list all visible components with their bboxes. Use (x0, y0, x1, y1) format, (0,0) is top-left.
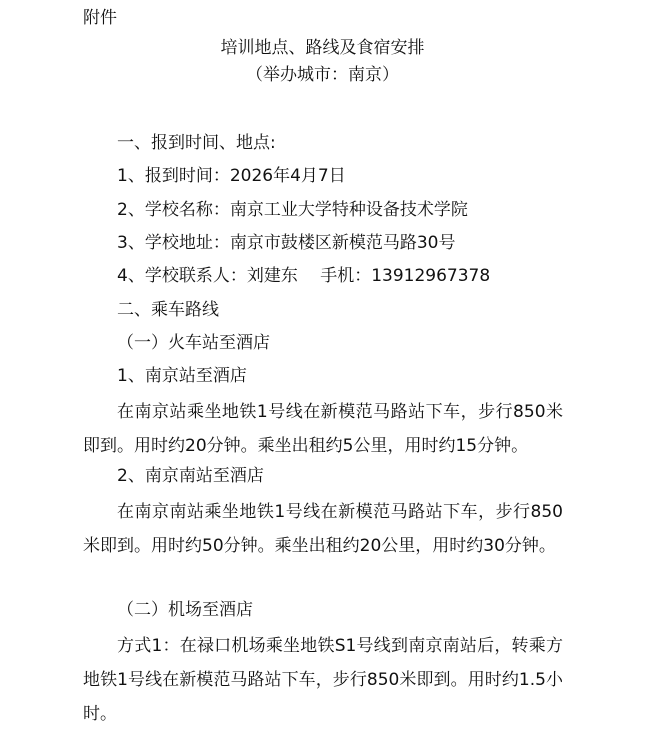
section1-heading: 一、报到时间、地点: (117, 133, 276, 153)
route-nanjing-south-text: 在南京南站乘坐地铁1号线在新模范马路站下车，步行850米即到。用时约50分钟。乘坐出租约20公里，用时约30分钟。 (83, 502, 563, 556)
document-title: 培训地点、路线及食宿安排 (220, 38, 425, 58)
route-nanjing-station-heading: 1、南京站至酒店 (117, 366, 247, 386)
attachment-label: 附件 (83, 8, 117, 28)
airport-heading: （二）机场至酒店 (117, 600, 253, 620)
route-nanjing-station-text: 在南京站乘坐地铁1号线在新模范马路站下车，步行850米即到。用时约20分钟。乘坐出租约5公里，用时约15分钟。 (83, 402, 563, 456)
school-name-item: 2、学校名称：南京工业大学特种设备技术学院 (117, 200, 468, 220)
train-heading: （一）火车站至酒店 (117, 333, 270, 353)
document-subtitle: （举办城市：南京） (246, 65, 399, 85)
section2-heading: 二、乘车路线 (117, 300, 219, 320)
route-nanjing-south-heading: 2、南京南站至酒店 (117, 466, 264, 486)
school-address-item: 3、学校地址：南京市鼓楼区新模范马路30号 (117, 233, 456, 253)
school-contact-item: 4、学校联系人：刘建东 手机：13912967378 (117, 266, 491, 286)
report-time-item: 1、报到时间：2026年4月7日 (117, 166, 346, 186)
airport-route-text: 方式1：在禄口机场乘坐地铁S1号线到南京南站后，转乘方地铁1号线在新模范马路站下车，步行850米即到。用时约1.5小时。 (83, 636, 563, 724)
